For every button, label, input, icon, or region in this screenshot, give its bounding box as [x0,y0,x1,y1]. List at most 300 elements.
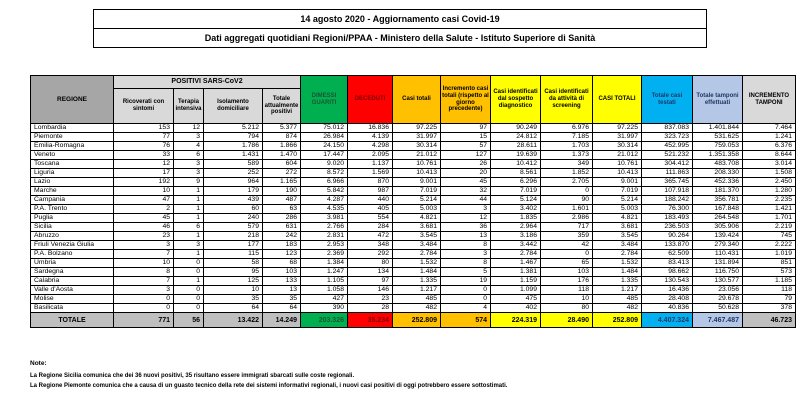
value-cell: 90 [541,196,593,205]
value-cell: 19 [441,277,491,286]
value-cell: 1.335 [593,277,642,286]
value-cell: 64 [263,304,301,313]
value-cell: 4 [441,304,491,313]
value-cell: 7.019 [393,187,441,196]
region-name: Umbria [31,259,114,268]
value-cell: 9.001 [593,178,642,187]
table-row [31,223,796,232]
value-cell: 179 [204,187,263,196]
col-header-totale-positivi: Totale attualmente positivi [263,89,301,124]
value-cell: 75.012 [301,124,348,133]
value-cell: 29.678 [693,295,743,304]
value-cell: 1.217 [593,286,642,295]
value-cell: 65 [541,259,593,268]
note-sicilia: La Regione Sicilia comunica che dei 36 nuovi positivi, 35 risultano essere immigrati sbarcati sulle coste regionali. [30,373,355,379]
value-cell: 3.402 [491,205,541,214]
region-name: Toscana [31,160,114,169]
table-row [31,232,796,241]
value-cell: 57 [441,142,491,151]
value-cell: 2.219 [743,223,796,232]
value-cell: 10.761 [593,160,642,169]
value-cell: 3.545 [393,232,441,241]
value-cell: 286 [263,214,301,223]
region-name: Sardegna [31,268,114,277]
value-cell: 107.918 [642,187,693,196]
value-cell: 1.137 [348,160,393,169]
value-cell: 80 [348,259,393,268]
totals-value-cell: 574 [441,313,491,328]
value-cell: 870 [348,178,393,187]
value-cell: 1.280 [743,187,796,196]
value-cell: 176 [541,277,593,286]
col-header-tamponi: Totale tamponi effettuati [693,76,743,124]
value-cell: 103 [541,268,593,277]
value-cell: 6 [174,151,204,160]
value-cell: 6.296 [491,178,541,187]
table-row [31,133,796,142]
value-cell: 21.012 [593,151,642,160]
value-cell: 242 [263,232,301,241]
value-cell: 0 [174,286,204,295]
value-cell: 10 [204,286,263,295]
value-cell: 153 [114,124,174,133]
value-cell: 32 [441,187,491,196]
value-cell: 8.561 [491,169,541,178]
value-cell: 1.373 [541,151,593,160]
value-cell: 30.314 [393,142,441,151]
value-cell: 111.863 [642,169,693,178]
value-cell: 452.336 [693,178,743,187]
value-cell: 837.083 [642,124,693,133]
value-cell: 1.601 [541,205,593,214]
value-cell: 1.165 [263,178,301,187]
value-cell: 115 [204,250,263,259]
value-cell: 23.056 [693,286,743,295]
value-cell: 475 [491,295,541,304]
table-row [31,250,796,259]
value-cell: 3.681 [593,223,642,232]
value-cell: 208.330 [693,169,743,178]
value-cell: 31.997 [393,133,441,142]
value-cell: 9 [174,178,204,187]
region-name: Puglia [31,214,114,223]
value-cell: 1.019 [743,250,796,259]
value-cell: 6.976 [541,124,593,133]
value-cell: 130.577 [693,277,743,286]
value-cell: 7.185 [541,133,593,142]
value-cell: 874 [263,133,301,142]
value-cell: 13 [441,232,491,241]
value-cell: 110.431 [693,250,743,259]
value-cell: 181.370 [693,187,743,196]
value-cell: 1 [174,205,204,214]
value-cell: 452.995 [642,142,693,151]
value-cell: 348 [348,241,393,250]
value-cell: 292 [348,250,393,259]
value-cell: 4 [174,142,204,151]
col-header-casi-totali-2: CASI TOTALI [593,76,642,124]
value-cell: 5.003 [393,205,441,214]
col-header-terapia-intensiva: Terapia intensiva [174,89,204,124]
value-cell: 12 [441,214,491,223]
value-cell: 9.001 [393,178,441,187]
totals-row [31,313,796,328]
value-cell: 5.214 [593,196,642,205]
value-cell: 26 [441,160,491,169]
table-row [31,304,796,313]
value-cell: 20 [441,169,491,178]
value-cell: 4.298 [348,142,393,151]
value-cell: 579 [204,223,263,232]
value-cell: 3 [441,250,491,259]
value-cell: 1.852 [541,169,593,178]
value-cell: 118 [541,286,593,295]
value-cell: 146 [348,286,393,295]
value-cell: 240 [204,214,263,223]
value-cell: 16.836 [348,124,393,133]
value-cell: 0 [174,295,204,304]
value-cell: 23 [114,232,174,241]
value-cell: 190 [263,187,301,196]
report-title-box [93,9,707,48]
region-name: Liguria [31,169,114,178]
value-cell: 0 [114,295,174,304]
value-cell: 6.966 [301,178,348,187]
region-name: Marche [31,187,114,196]
value-cell: 304.412 [642,160,693,169]
value-cell: 2.784 [593,250,642,259]
value-cell: 97 [348,277,393,286]
value-cell: 12 [174,124,204,133]
table-row [31,286,796,295]
col-header-incremento-casi: Incremento casi totali (rispetto al giorno precedente) [441,76,491,124]
covid-table-body [31,124,796,313]
value-cell: 36 [441,223,491,232]
value-cell: 631 [263,223,301,232]
value-cell: 604 [263,160,301,169]
value-cell: 76 [114,142,174,151]
value-cell: 60 [204,205,263,214]
value-cell: 1.866 [263,142,301,151]
table-row [31,187,796,196]
value-cell: 133 [263,277,301,286]
region-name: Abruzzo [31,232,114,241]
table-row [31,169,796,178]
value-cell: 1.105 [301,277,348,286]
value-cell: 390 [301,304,348,313]
region-name: Campania [31,196,114,205]
value-cell: 1.185 [743,277,796,286]
table-row [31,160,796,169]
table-header [31,76,796,124]
value-cell: 1.381 [491,268,541,277]
value-cell: 77 [114,133,174,142]
value-cell: 2.450 [743,178,796,187]
value-cell: 7.019 [593,187,642,196]
value-cell: 63 [263,205,301,214]
value-cell: 17 [114,169,174,178]
value-cell: 264.548 [693,214,743,223]
report-subtitle: Dati aggregati quotidiani Regioni/PPAA - Ministero della Salute - Istituto Superiore di Sanità [204,33,596,43]
value-cell: 1.532 [393,259,441,268]
value-cell: 3 [114,286,174,295]
value-cell: 5.003 [593,205,642,214]
value-cell: 3.442 [491,241,541,250]
value-cell: 2.986 [541,214,593,223]
region-name: Basilicata [31,304,114,313]
table-row [31,241,796,250]
value-cell: 130.543 [642,277,693,286]
value-cell: 131.894 [693,259,743,268]
value-cell: 4.139 [348,133,393,142]
value-cell: 8 [441,259,491,268]
value-cell: 17.447 [301,151,348,160]
value-cell: 356.781 [693,196,743,205]
col-header-casi-testati: Totale casi testati [642,76,693,124]
value-cell: 0 [114,304,174,313]
value-cell: 987 [348,187,393,196]
value-cell: 2.369 [301,250,348,259]
value-cell: 35 [204,295,263,304]
value-cell: 44 [441,196,491,205]
value-cell: 139.424 [693,232,743,241]
region-name: Friuli Venezia Giulia [31,241,114,250]
region-name: Piemonte [31,133,114,142]
value-cell: 2.705 [541,178,593,187]
value-cell: 0 [541,250,593,259]
value-cell: 717 [541,223,593,232]
value-cell: 378 [743,304,796,313]
value-cell: 3 [441,205,491,214]
value-cell: 359 [541,232,593,241]
value-cell: 1.384 [301,259,348,268]
value-cell: 8.644 [743,151,796,160]
table-row [31,142,796,151]
region-name: Lombardia [31,124,114,133]
value-cell: 64 [204,304,263,313]
value-cell: 3.186 [491,232,541,241]
totals-value-cell: 13.422 [204,313,263,328]
totals-value-cell: 4.407.324 [642,313,693,328]
value-cell: 851 [743,259,796,268]
value-cell: 45 [441,178,491,187]
value-cell: 218 [204,232,263,241]
value-cell: 5.124 [491,196,541,205]
value-cell: 1.703 [541,142,593,151]
value-cell: 2.235 [743,196,796,205]
value-cell: 487 [263,196,301,205]
value-cell: 2.784 [393,250,441,259]
value-cell: 589 [204,160,263,169]
value-cell: 177 [204,241,263,250]
value-cell: 3 [174,241,204,250]
value-cell: 531.625 [693,133,743,142]
value-cell: 167.848 [693,205,743,214]
value-cell: 15 [441,133,491,142]
value-cell: 1.401.844 [693,124,743,133]
value-cell: 95 [204,268,263,277]
value-cell: 1 [174,196,204,205]
value-cell: 485 [593,295,642,304]
value-cell: 192 [114,178,174,187]
value-cell: 794 [204,133,263,142]
table-row [31,259,796,268]
table-row [31,295,796,304]
value-cell: 90.249 [491,124,541,133]
value-cell: 0 [441,286,491,295]
value-cell: 35 [263,295,301,304]
value-cell: 3.484 [593,241,642,250]
totals-value-cell: 56 [174,313,204,328]
value-cell: 183.493 [642,214,693,223]
value-cell: 1.484 [393,268,441,277]
value-cell: 97.225 [393,124,441,133]
table-row [31,151,796,160]
value-cell: 4.821 [593,214,642,223]
table-row [31,214,796,223]
value-cell: 1 [174,214,204,223]
value-cell: 10 [114,187,174,196]
value-cell: 188.242 [642,196,693,205]
value-cell: 439 [204,196,263,205]
value-cell: 1.351.358 [693,151,743,160]
value-cell: 68 [263,259,301,268]
col-header-sospetto-diagnostico: Casi identificati dal sospetto diagnostico [491,76,541,124]
value-cell: 13 [263,286,301,295]
note-piemonte: La Regione Piemonte comunica che a causa di un guasto tecnico della rete dei sistemi informativi regionali, i nuovi casi positivi di oggi potrebbero essere sottostimati. [30,382,508,389]
value-cell: 28.408 [642,295,693,304]
totals-value-cell: 771 [114,313,174,328]
value-cell: 5.377 [263,124,301,133]
totals-label: TOTALE [31,313,114,328]
value-cell: 1.470 [263,151,301,160]
value-cell: 16.436 [642,286,693,295]
value-cell: 3 [174,133,204,142]
value-cell: 10.412 [491,160,541,169]
value-cell: 30.314 [593,142,642,151]
value-cell: 116.750 [693,268,743,277]
value-cell: 3 [174,169,204,178]
value-cell: 349 [541,160,593,169]
value-cell: 21.012 [393,151,441,160]
value-cell: 759.053 [693,142,743,151]
value-cell: 9.020 [301,160,348,169]
totals-value-cell: 28.490 [541,313,593,328]
table-row [31,196,796,205]
totals-value-cell: 203.326 [301,313,348,328]
value-cell: 745 [743,232,796,241]
value-cell: 2.766 [301,223,348,232]
value-cell: 97.225 [593,124,642,133]
value-cell: 1.467 [491,259,541,268]
value-cell: 1.099 [491,286,541,295]
value-cell: 50.628 [693,304,743,313]
value-cell: 46 [114,223,174,232]
value-cell: 2.831 [301,232,348,241]
totals-value-cell: 252.809 [393,313,441,328]
value-cell: 323.723 [642,133,693,142]
value-cell: 485 [393,295,441,304]
value-cell: 1.569 [348,169,393,178]
value-cell: 23 [348,295,393,304]
value-cell: 1.484 [593,268,642,277]
value-cell: 0 [541,187,593,196]
value-cell: 10 [541,295,593,304]
value-cell: 0 [174,268,204,277]
totals-value-cell: 46.723 [743,313,796,328]
table-row [31,205,796,214]
value-cell: 1.508 [743,169,796,178]
table-row [31,178,796,187]
value-cell: 483.708 [693,160,743,169]
value-cell: 5.212 [204,124,263,133]
value-cell: 5.842 [301,187,348,196]
value-cell: 236.503 [642,223,693,232]
value-cell: 1.835 [491,214,541,223]
value-cell: 97 [441,124,491,133]
value-cell: 1.058 [301,286,348,295]
value-cell: 0 [174,259,204,268]
value-cell: 1.532 [593,259,642,268]
value-cell: 3.981 [301,214,348,223]
totals-value-cell: 224.319 [491,313,541,328]
value-cell: 183 [263,241,301,250]
value-cell: 28.611 [491,142,541,151]
value-cell: 10.761 [393,160,441,169]
value-cell: 402 [491,304,541,313]
totals-value-cell: 7.467.487 [693,313,743,328]
region-name: Veneto [31,151,114,160]
region-name: P.A. Bolzano [31,250,114,259]
value-cell: 24.812 [491,133,541,142]
table-row [31,277,796,286]
value-cell: 1 [174,250,204,259]
value-cell: 2.964 [491,223,541,232]
value-cell: 62.509 [642,250,693,259]
value-cell: 0 [441,295,491,304]
value-cell: 6 [174,223,204,232]
value-cell: 47 [114,196,174,205]
value-cell: 964 [204,178,263,187]
value-cell: 1.241 [743,133,796,142]
value-cell: 1.335 [393,277,441,286]
value-cell: 284 [348,223,393,232]
value-cell: 8.572 [301,169,348,178]
value-cell: 10.413 [593,169,642,178]
value-cell: 118 [743,286,796,295]
col-header-ricoverati: Ricoverati con sintomi [114,89,174,124]
value-cell: 8 [114,268,174,277]
col-header-dimessi-guariti: DIMESSI GUARITI [301,76,348,124]
col-header-casi-totali: Casi totali [393,76,441,124]
value-cell: 279.340 [693,241,743,250]
value-cell: 19.639 [491,151,541,160]
report-date-title: 14 agosto 2020 - Aggiornamento casi Covid-19 [94,10,706,29]
value-cell: 1 [174,277,204,286]
value-cell: 12 [114,160,174,169]
value-cell: 4.821 [393,214,441,223]
col-header-regione: REGIONE [31,76,114,124]
table-row [31,268,796,277]
region-name: Valle d'Aosta [31,286,114,295]
value-cell: 5.214 [393,196,441,205]
value-cell: 1.431 [204,151,263,160]
value-cell: 8 [441,241,491,250]
value-cell: 5 [441,268,491,277]
region-name: Molise [31,295,114,304]
value-cell: 3 [114,241,174,250]
value-cell: 45 [114,214,174,223]
